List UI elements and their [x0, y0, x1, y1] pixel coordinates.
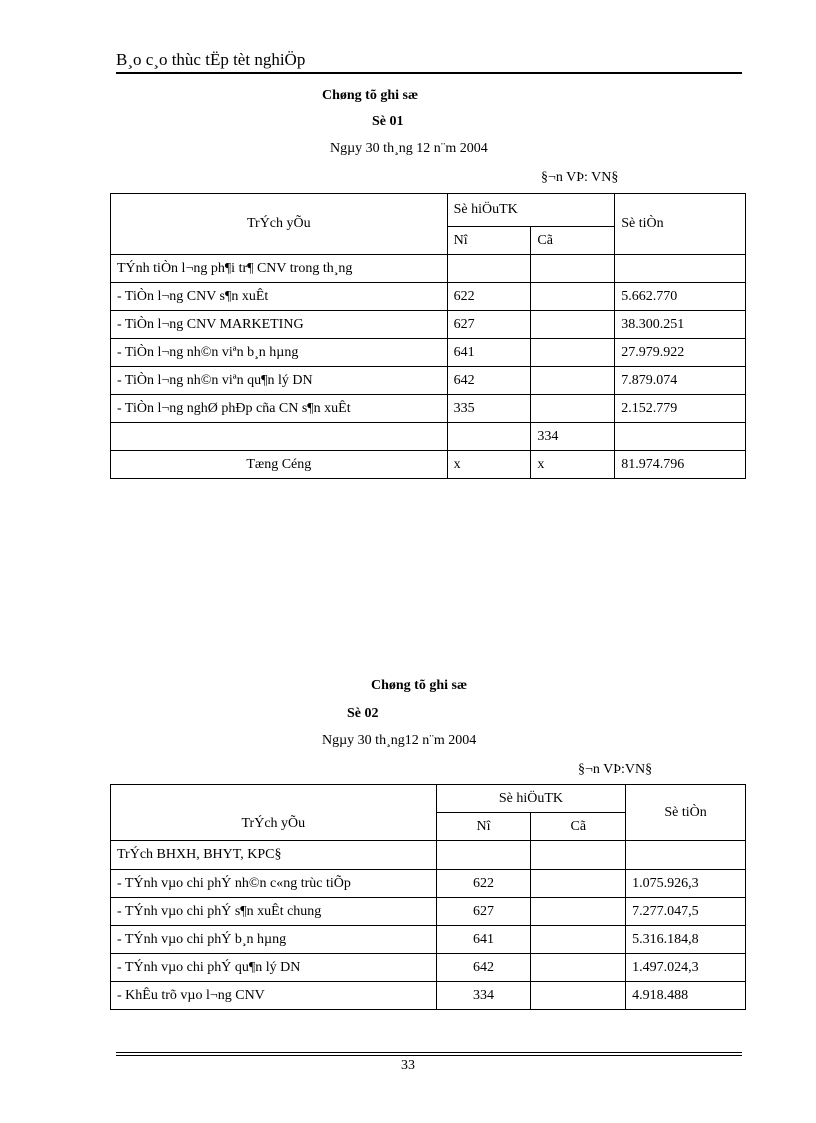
voucher1-title: Chøng tõ ghi sæ	[322, 88, 419, 103]
row-credit	[531, 311, 615, 339]
row-desc: - TiÒn l¬ng CNV s¶n xuÊt	[111, 283, 448, 311]
row-amount: 2.152.779	[615, 395, 746, 423]
total-label: Tæng Céng	[111, 451, 448, 479]
total-debit: x	[447, 451, 531, 479]
table-row	[111, 870, 746, 898]
col-header-account: Sè hiÖuTK	[447, 194, 615, 227]
row-amount: 27.979.922	[615, 339, 746, 367]
row-credit	[531, 367, 615, 395]
table-row	[111, 954, 746, 982]
row-desc: - KhÊu trõ vµo l¬ng CNV	[111, 982, 437, 1010]
page-number: 33	[401, 1058, 415, 1073]
row-debit	[447, 423, 531, 451]
row-amount: 38.300.251	[615, 311, 746, 339]
row-amount: 1.075.926,3	[626, 870, 746, 898]
row-amount: 7.277.047,5	[626, 898, 746, 926]
table-row	[111, 283, 746, 311]
row-amount: 7.879.074	[615, 367, 746, 395]
row-debit: 334	[436, 982, 531, 1010]
col-header-account: Sè hiÖuTK	[436, 785, 626, 813]
row-desc: - TÝnh vµo chi phÝ nh©n c«ng trùc tiÕp	[111, 870, 437, 898]
voucher2-unit: §¬n VÞ:VN§	[578, 762, 653, 777]
row-desc: - TiÒn l¬ng nghØ phÐp cña CN s¶n xuÊt	[111, 395, 448, 423]
row-desc: - TiÒn l¬ng nh©n viªn b¸n hµng	[111, 339, 448, 367]
row-credit	[531, 982, 626, 1010]
row-credit: 334	[531, 423, 615, 451]
row-desc	[111, 423, 448, 451]
table-row	[111, 926, 746, 954]
col-header-amount: Sè tiÒn	[626, 785, 746, 841]
row-debit	[436, 841, 531, 870]
row-desc: - TÝnh vµo chi phÝ s¶n xuÊt chung	[111, 898, 437, 926]
row-debit: 641	[447, 339, 531, 367]
col-header-credit: Cã	[531, 813, 626, 841]
col-header-amount: Sè tiÒn	[615, 194, 746, 255]
voucher1-number: Sè 01	[372, 114, 404, 129]
page-header-title: B¸o c¸o thùc tËp tèt nghiÖp	[116, 50, 306, 69]
row-amount: 4.918.488	[626, 982, 746, 1010]
voucher1-unit: §¬n VÞ: VN§	[541, 170, 619, 185]
row-debit: 642	[436, 954, 531, 982]
row-amount	[615, 423, 746, 451]
table-row	[111, 423, 746, 451]
row-amount: 5.662.770	[615, 283, 746, 311]
row-desc: - TiÒn l¬ng CNV MARKETING	[111, 311, 448, 339]
total-amount: 81.974.796	[615, 451, 746, 479]
row-amount	[615, 255, 746, 283]
table-row	[111, 311, 746, 339]
row-debit: 622	[436, 870, 531, 898]
table-row	[111, 841, 746, 870]
row-credit	[531, 954, 626, 982]
row-credit	[531, 841, 626, 870]
row-desc: TÝnh tiÒn l¬ng ph¶i tr¶ CNV trong th¸ng	[111, 255, 448, 283]
row-debit: 627	[447, 311, 531, 339]
col-header-desc: TrÝch yÕu	[111, 194, 448, 255]
footer-rule-top	[116, 1052, 742, 1053]
col-header-credit: Cã	[531, 227, 615, 255]
table-row	[111, 898, 746, 926]
row-credit	[531, 395, 615, 423]
row-desc: - TÝnh vµo chi phÝ b¸n hµng	[111, 926, 437, 954]
total-row	[111, 451, 746, 479]
table-row	[111, 367, 746, 395]
row-amount: 5.316.184,8	[626, 926, 746, 954]
table-row	[111, 395, 746, 423]
table-row	[111, 982, 746, 1010]
row-debit: 335	[447, 395, 531, 423]
row-credit	[531, 255, 615, 283]
row-desc: - TÝnh vµo chi phÝ qu¶n lý DN	[111, 954, 437, 982]
row-credit	[531, 339, 615, 367]
voucher2-table	[110, 784, 746, 1010]
footer-rule-bottom	[116, 1055, 742, 1056]
row-credit	[531, 283, 615, 311]
table-row	[111, 339, 746, 367]
row-credit	[531, 926, 626, 954]
header-rule	[116, 72, 742, 74]
row-debit: 642	[447, 367, 531, 395]
row-desc: - TiÒn l¬ng nh©n viªn qu¶n lý DN	[111, 367, 448, 395]
col-header-debit: Nî	[436, 813, 531, 841]
row-amount	[626, 841, 746, 870]
voucher2-date: Ngµy 30 th¸ng12 n¨m 2004	[322, 733, 477, 748]
table-row	[111, 255, 746, 283]
voucher1-table	[110, 193, 746, 479]
row-desc: TrÝch BHXH, BHYT, KPC§	[111, 841, 437, 870]
voucher2-title: Chøng tõ ghi sæ	[371, 678, 468, 693]
voucher1-date: Ngµy 30 th¸ng 12 n¨m 2004	[330, 141, 488, 156]
row-debit: 622	[447, 283, 531, 311]
col-header-desc: TrÝch yÕu	[111, 785, 437, 841]
row-debit: 627	[436, 898, 531, 926]
row-credit	[531, 898, 626, 926]
col-header-debit: Nî	[447, 227, 531, 255]
row-debit	[447, 255, 531, 283]
row-credit	[531, 870, 626, 898]
row-amount: 1.497.024,3	[626, 954, 746, 982]
total-credit: x	[531, 451, 615, 479]
row-debit: 641	[436, 926, 531, 954]
voucher2-number: Sè 02	[347, 706, 379, 721]
